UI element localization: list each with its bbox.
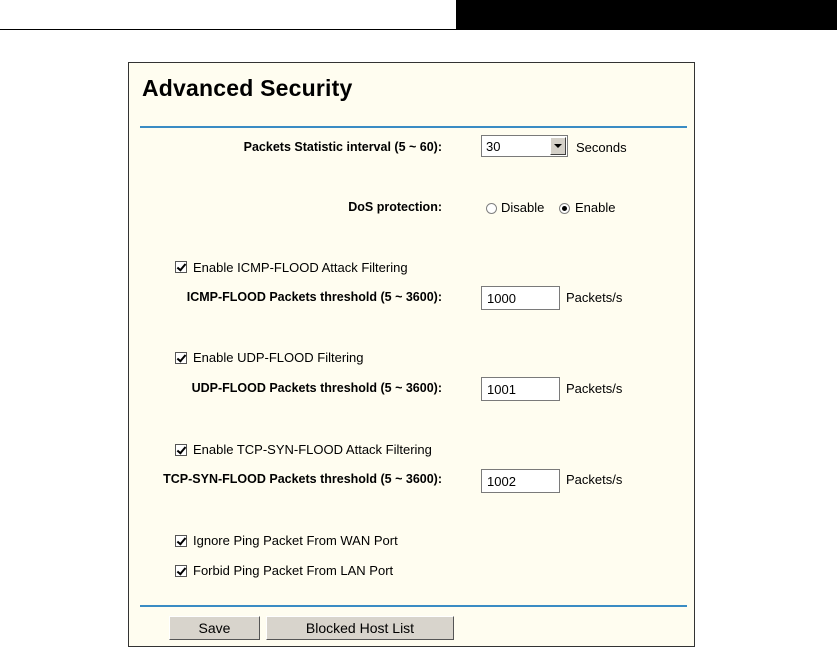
dos-enable-label[interactable]: Enable [575,200,616,215]
packets-interval-select[interactable] [481,135,568,157]
dos-protection-label: DoS protection: [348,200,442,214]
forbid-lan-ping-checkbox[interactable] [175,565,187,577]
tcp-threshold-unit: Packets/s [566,472,623,487]
icmp-filter-checkbox[interactable] [175,261,187,273]
blocked-host-list-button[interactable]: Blocked Host List [266,616,454,640]
udp-filter-label[interactable]: Enable UDP-FLOOD Filtering [193,350,364,365]
packets-interval-value: 30 [486,139,501,154]
packets-interval-unit: Seconds [576,140,627,155]
udp-filter-checkbox[interactable] [175,352,187,364]
chevron-down-icon[interactable] [550,137,566,155]
packets-interval-label: Packets Statistic interval (5 ~ 60): [243,140,442,154]
save-button[interactable]: Save [169,616,260,640]
icmp-threshold-label: ICMP-FLOOD Packets threshold (5 ~ 3600): [186,290,442,304]
udp-threshold-unit: Packets/s [566,381,623,396]
tcp-filter-label[interactable]: Enable TCP-SYN-FLOOD Attack Filtering [193,442,432,457]
ignore-wan-ping-checkbox[interactable] [175,535,187,547]
dos-enable-radio[interactable] [559,203,570,214]
page-header-bar [456,0,837,29]
top-divider [140,126,687,128]
tcp-filter-checkbox[interactable] [175,444,187,456]
forbid-lan-ping-label[interactable]: Forbid Ping Packet From LAN Port [193,563,394,578]
tcp-threshold-label: TCP-SYN-FLOOD Packets threshold (5 ~ 3600): [163,472,442,486]
tcp-threshold-input[interactable]: 1002 [481,469,560,493]
page-title: Advanced Security [142,75,353,101]
ignore-wan-ping-label[interactable]: Ignore Ping Packet From WAN Port [193,533,398,548]
dos-disable-label[interactable]: Disable [501,200,545,215]
udp-threshold-label: UDP-FLOOD Packets threshold (5 ~ 3600): [191,381,442,395]
icmp-threshold-unit: Packets/s [566,290,623,305]
icmp-threshold-input[interactable]: 1000 [481,286,560,310]
icmp-filter-label[interactable]: Enable ICMP-FLOOD Attack Filtering [193,260,408,275]
header-divider [0,29,837,30]
dos-disable-radio[interactable] [486,203,497,214]
advanced-security-panel [128,62,695,647]
bottom-divider [140,605,687,607]
udp-threshold-input[interactable]: 1001 [481,377,560,401]
